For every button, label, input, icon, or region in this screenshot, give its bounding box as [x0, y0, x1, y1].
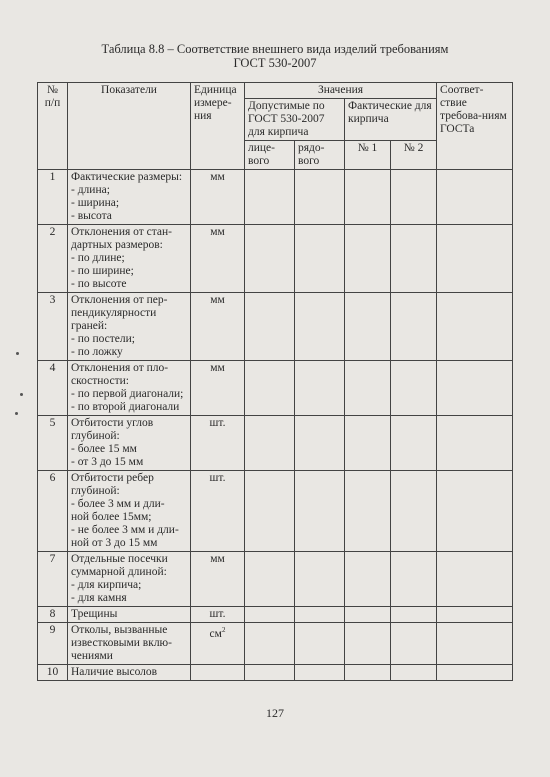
unit-superscript: 2	[221, 626, 226, 634]
page-number: 127	[266, 706, 284, 720]
indicator-line: - по второй диагонали	[71, 401, 180, 413]
header-row-1	[38, 83, 513, 99]
value-cell	[437, 471, 513, 552]
row-unit	[191, 293, 245, 361]
scan-speck	[16, 352, 19, 355]
row-number: 9	[38, 623, 68, 665]
row-number: 7	[38, 552, 68, 607]
indicator-line: Трещины	[71, 608, 118, 620]
row-indicator	[68, 471, 191, 552]
indicator-line: - высота	[71, 210, 112, 222]
indicator-line: граней:	[71, 320, 108, 332]
value-cell	[391, 665, 437, 681]
header-unit: Единица измере-ния	[191, 83, 245, 170]
indicator-line: Наличие высолов	[71, 666, 158, 678]
indicator-line: Отклонения от пло-	[71, 362, 169, 374]
unit-text: шт.	[209, 472, 226, 484]
value-cell	[437, 225, 513, 293]
value-cell	[295, 471, 345, 552]
indicator-line: ной более 15мм;	[71, 511, 152, 523]
indicator-line: глубиной:	[71, 430, 120, 442]
table-title	[35, 42, 515, 70]
table-row	[38, 471, 513, 552]
value-cell	[391, 225, 437, 293]
indicator-line: Отколы, вызванные	[71, 624, 168, 636]
table-row	[38, 361, 513, 416]
row-unit	[191, 225, 245, 293]
value-cell	[391, 623, 437, 665]
value-cell	[345, 361, 391, 416]
table-title-line2: ГОСТ 530-2007	[233, 56, 317, 70]
value-cell	[245, 471, 295, 552]
value-cell	[437, 665, 513, 681]
row-number: 4	[38, 361, 68, 416]
indicator-line: - не более 3 мм и дли-	[71, 524, 179, 536]
value-cell	[345, 607, 391, 623]
row-indicator	[68, 607, 191, 623]
value-cell	[295, 416, 345, 471]
header-ordinary: рядо-вого	[295, 141, 345, 170]
indicator-line: - от 3 до 15 мм	[71, 456, 144, 468]
header-allowed: Допустимые по ГОСТ 530-2007 для кирпича	[245, 99, 345, 141]
indicator-line: - длина;	[71, 184, 110, 196]
row-number: 3	[38, 293, 68, 361]
compliance-table	[37, 82, 513, 681]
header-indicators: Показатели	[68, 83, 191, 170]
scan-speck	[20, 393, 23, 396]
value-cell	[245, 416, 295, 471]
table-row	[38, 665, 513, 681]
value-cell	[245, 623, 295, 665]
value-cell	[245, 361, 295, 416]
indicator-line: - более 15 мм	[71, 443, 137, 455]
row-number: 6	[38, 471, 68, 552]
unit-text: см	[209, 627, 222, 640]
row-unit	[191, 607, 245, 623]
value-cell	[391, 170, 437, 225]
indicator-line: дартных размеров:	[71, 239, 163, 251]
indicator-line: Отбитости углов	[71, 417, 154, 429]
value-cell	[437, 361, 513, 416]
indicator-line: - ширина;	[71, 197, 120, 209]
value-cell	[437, 416, 513, 471]
row-number: 2	[38, 225, 68, 293]
value-cell	[245, 225, 295, 293]
indicator-line: - по первой диагонали;	[71, 388, 184, 400]
indicator-line: Отдельные посечки	[71, 553, 168, 565]
indicator-line: - по длине;	[71, 252, 125, 264]
row-indicator	[68, 225, 191, 293]
row-number: 1	[38, 170, 68, 225]
unit-text: шт.	[209, 417, 226, 429]
indicator-line: - по ложку	[71, 346, 123, 358]
value-cell	[345, 170, 391, 225]
value-cell	[345, 552, 391, 607]
indicator-line: чениями	[71, 650, 113, 662]
value-cell	[437, 607, 513, 623]
unit-text: шт.	[209, 608, 226, 620]
table-body	[38, 170, 513, 681]
row-unit	[191, 361, 245, 416]
unit-text: мм	[210, 226, 225, 238]
scan-speck	[15, 412, 18, 415]
value-cell	[345, 225, 391, 293]
indicator-line: - по постели;	[71, 333, 135, 345]
value-cell	[295, 170, 345, 225]
value-cell	[295, 225, 345, 293]
table-row	[38, 607, 513, 623]
value-cell	[391, 607, 437, 623]
row-unit	[191, 170, 245, 225]
indicator-line: - для камня	[71, 592, 127, 604]
indicator-line: Отклонения от стан-	[71, 226, 172, 238]
value-cell	[391, 293, 437, 361]
value-cell	[245, 293, 295, 361]
indicator-line: ной от 3 до 15 мм	[71, 537, 158, 549]
value-cell	[245, 552, 295, 607]
indicator-line: Отклонения от пер-	[71, 294, 168, 306]
value-cell	[295, 623, 345, 665]
indicator-line: скостности:	[71, 375, 129, 387]
row-number: 10	[38, 665, 68, 681]
header-num: № п/п	[38, 83, 68, 170]
indicator-line: известковыми вклю-	[71, 637, 172, 649]
value-cell	[295, 665, 345, 681]
header-n2: № 2	[391, 141, 437, 170]
header-n1: № 1	[345, 141, 391, 170]
value-cell	[391, 552, 437, 607]
indicator-line: Отбитости ребер	[71, 472, 154, 484]
row-indicator	[68, 361, 191, 416]
row-indicator	[68, 665, 191, 681]
value-cell	[391, 361, 437, 416]
table-row	[38, 293, 513, 361]
row-number: 8	[38, 607, 68, 623]
row-unit	[191, 623, 245, 665]
row-unit	[191, 552, 245, 607]
value-cell	[345, 471, 391, 552]
unit-text: мм	[210, 362, 225, 374]
header-actual: Фактические для кирпича	[345, 99, 437, 141]
row-indicator	[68, 293, 191, 361]
header-compliance: Соответ-ствие требова-ниям ГОСТа	[437, 83, 513, 170]
row-unit	[191, 471, 245, 552]
value-cell	[391, 471, 437, 552]
table-title-line1: Таблица 8.8 – Соответствие внешнего вида изделий требованиям	[101, 42, 449, 56]
value-cell	[245, 665, 295, 681]
indicator-line: глубиной:	[71, 485, 120, 497]
value-cell	[295, 607, 345, 623]
unit-text: мм	[210, 171, 225, 183]
table-row	[38, 225, 513, 293]
value-cell	[345, 665, 391, 681]
header-values: Значения	[245, 83, 437, 99]
row-unit	[191, 665, 245, 681]
value-cell	[437, 293, 513, 361]
row-indicator	[68, 170, 191, 225]
value-cell	[345, 623, 391, 665]
value-cell	[437, 170, 513, 225]
row-unit	[191, 416, 245, 471]
table-row	[38, 623, 513, 665]
indicator-line: суммарной длиной:	[71, 566, 167, 578]
value-cell	[345, 416, 391, 471]
row-indicator	[68, 623, 191, 665]
row-number: 5	[38, 416, 68, 471]
value-cell	[345, 293, 391, 361]
value-cell	[437, 623, 513, 665]
header-face: лице-вого	[245, 141, 295, 170]
indicator-line: пендикулярности	[71, 307, 157, 319]
value-cell	[295, 552, 345, 607]
value-cell	[295, 361, 345, 416]
row-indicator	[68, 416, 191, 471]
indicator-line: - по высоте	[71, 278, 127, 290]
value-cell	[245, 607, 295, 623]
value-cell	[437, 552, 513, 607]
unit-text: мм	[210, 553, 225, 565]
table-row	[38, 552, 513, 607]
indicator-line: Фактические размеры:	[71, 171, 183, 183]
table-row	[38, 416, 513, 471]
table-row	[38, 170, 513, 225]
indicator-line: - для кирпича;	[71, 579, 142, 591]
indicator-line: - по ширине;	[71, 265, 134, 277]
value-cell	[391, 416, 437, 471]
row-indicator	[68, 552, 191, 607]
indicator-line: - более 3 мм и дли-	[71, 498, 165, 510]
unit-text: мм	[210, 294, 225, 306]
value-cell	[245, 170, 295, 225]
value-cell	[295, 293, 345, 361]
